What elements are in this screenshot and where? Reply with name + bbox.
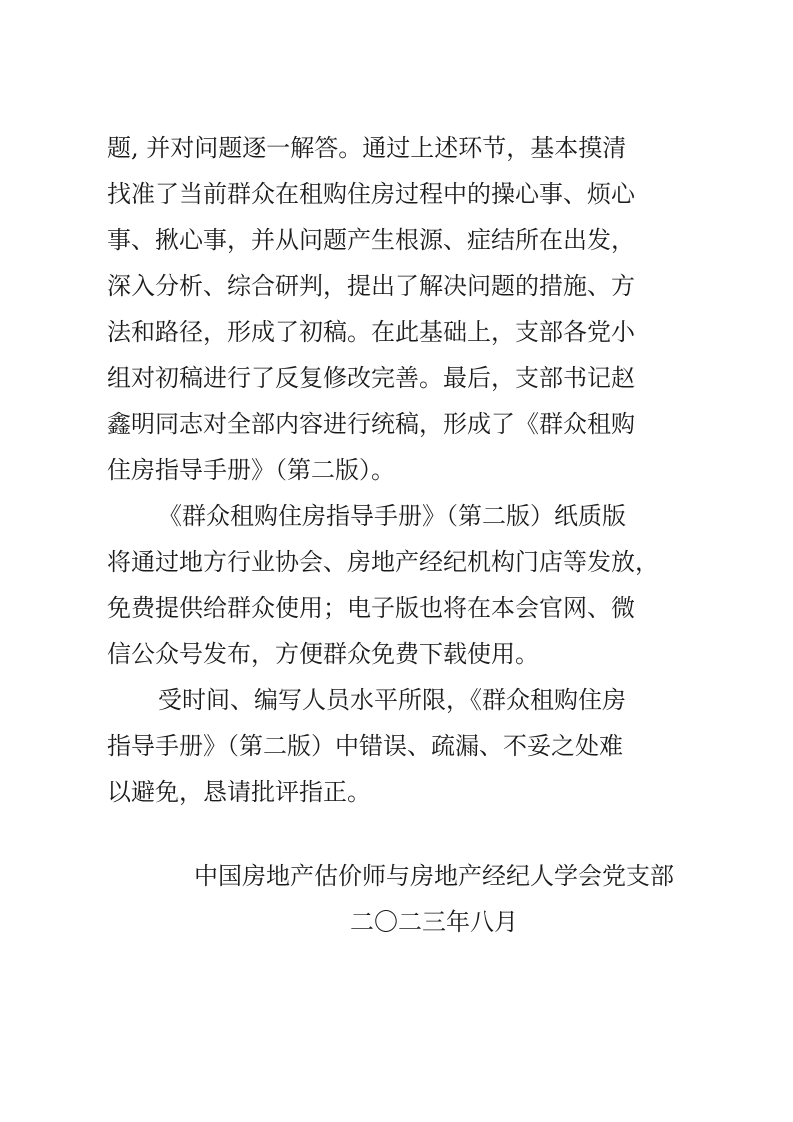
paragraph-line: 将通过地方行业协会、房地产经纪机构门店等发放， [107, 548, 659, 576]
paragraph-line: 受时间、编写人员水平所限，《群众租购住房 [158, 686, 626, 714]
signature-date: 二〇二三年八月 [350, 908, 518, 936]
signature-organization: 中国房地产估价师与房地产经纪人学会党支部 [194, 862, 674, 890]
paragraph-line: 题, 并对问题逐一解答。通过上述环节，基本摸清 [107, 134, 627, 162]
paragraph-line: 事、揪心事，并从问题产生根源、症结所在出发， [107, 226, 635, 254]
paragraph-line: 鑫明同志对全部内容进行统稿，形成了《群众租购 [107, 410, 635, 438]
paragraph-line: 指导手册》（第二版）中错误、疏漏、不妥之处难 [107, 732, 623, 760]
paragraph-line: 信公众号发布，方便群众免费下载使用。 [107, 640, 539, 668]
paragraph-line: 以避免，恳请批评指正。 [107, 778, 371, 806]
paragraph-line: 住房指导手册》（第二版）。 [107, 456, 395, 484]
paragraph-line: 组对初稿进行了反复修改完善。最后，支部书记赵 [107, 364, 635, 392]
paragraph-line: 法和路径，形成了初稿。在此基础上，支部各党小 [107, 318, 635, 346]
paragraph-line: 免费提供给群众使用；电子版也将在本会官网、微 [107, 594, 635, 622]
paragraph-line: 深入分析、综合研判，提出了解决问题的措施、方 [107, 272, 635, 300]
paragraph-line: 《群众租购住房指导手册》（第二版）纸质版 [158, 502, 626, 530]
paragraph-line: 找准了当前群众在租购住房过程中的操心事、烦心 [107, 180, 635, 208]
